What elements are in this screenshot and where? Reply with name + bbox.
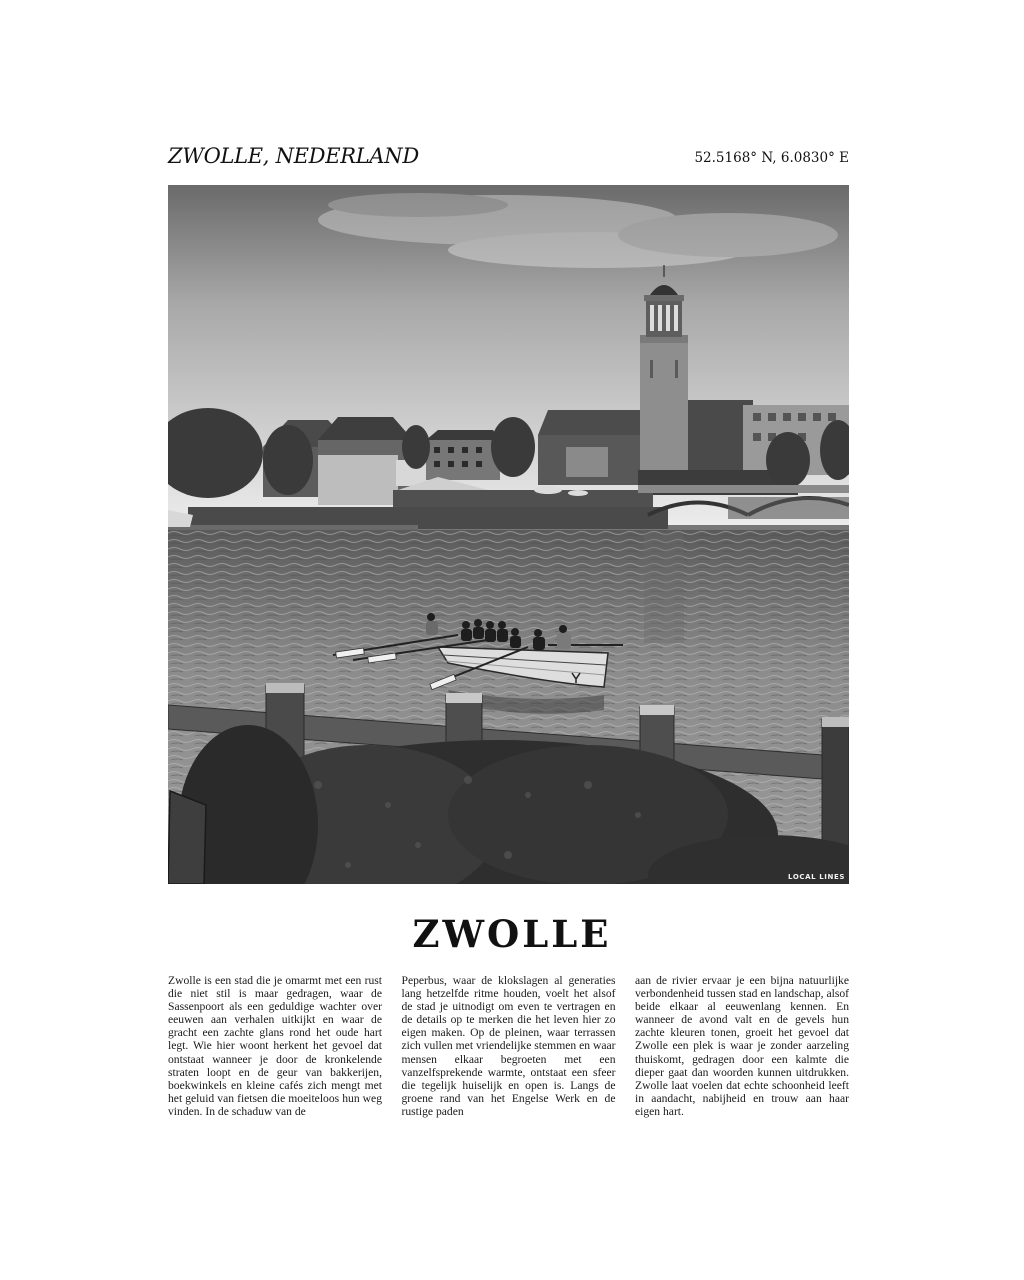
body-text [168,974,849,1118]
poster-header [168,144,849,176]
text-column-3: aan de rivier ervaar je een bijna natuurlijke verbondenheid tussen stad en landschap, alsof beide elkaar al eeuwenlang kennen. En wanneer de avond valt en de gevels hun zachte kleuren tonen, groeit het gevoel dat Zwolle een plek is waar je zonder aarzeling thuiskomt, gedragen door een kalmte die dieper gaat dan woorden kunnen uitdrukken. Zwolle laat voelen dat echte schoonheid leeft in aandacht, nabijheid en trouw aan haar eigen hart. [635,974,849,1118]
poster-title: ZWOLLE [412,912,612,956]
photo-illustration [168,185,849,884]
text-column-1: Zwolle is een stad die je omarmt met een rust die niet stil is maar gedragen, waar de Sassenpoort als een geduldige wachter over eeuwen aan verhalen uitkijkt en waar de gracht een zachte glans rond het oude hart legt. Wie hier woont herkent het gevoel dat ontstaat wanneer je door de kronkelende straten loopt en de geur van bakkerijen, boekwinkels en kleine cafés zich mengt met het geluid van fietsen die moeiteloos hun weg vinden. In de schaduw van de [168,974,382,1118]
text-column-2: Peperbus, waar de klokslagen al generaties lang hetzelfde ritme houden, voelt het alsof de stad je uitnodigt om even te vertragen en de details op te merken die het leven hier zo eigen maken. Op de pleinen, waar terrassen zich vullen met vriendelijke stemmen en waar mensen elkaar begroeten met een vanzelfsprekende warmte, ontstaat een sfeer die tegelijk huiselijk en open is. Langs de groene rand van het Engelse Werk en de rustige paden [401,974,616,1118]
signboard [168,791,206,884]
city-photograph [168,185,849,884]
location-label: ZWOLLE, NEDERLAND [168,144,419,168]
photo-watermark: LOCAL LINES [788,873,845,881]
peperbus-tower [640,265,688,485]
coordinates-label: 52.5168° N, 6.0830° E [694,150,849,166]
